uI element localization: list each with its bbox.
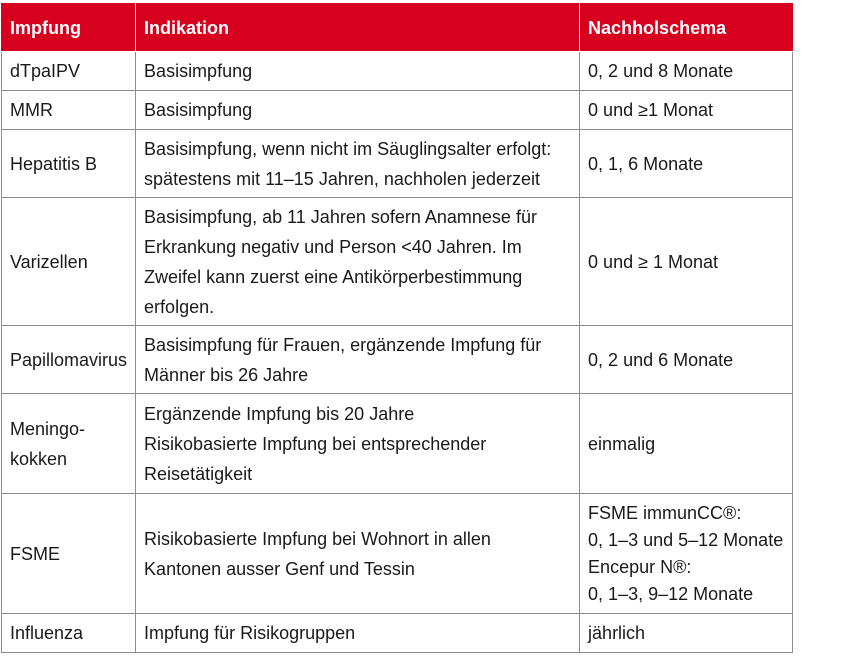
cell-impfung: Hepatitis B [2,130,136,198]
header-indikation: Indikation [136,4,580,52]
table-row [2,614,793,653]
cell-schema: einmalig [580,394,793,494]
header-impfung: Impfung [2,4,136,52]
cell-schema: 0, 1, 6 Monate [580,130,793,198]
cell-impfung: Papillomavirus [2,326,136,394]
cell-schema: FSME immunCC®: 0, 1–3 und 5–12 Monate Encepur N®: 0, 1–3, 9–12 Monate [580,494,793,614]
table-row [2,198,793,326]
cell-impfung: FSME [2,494,136,614]
cell-schema: 0 und ≥ 1 Monat [580,198,793,326]
cell-indikation: Basisimpfung [136,91,580,130]
cell-schema: 0, 2 und 8 Monate [580,52,793,91]
cell-impfung: Meningo- kokken [2,394,136,494]
table-row [2,494,793,614]
header-row [2,4,793,52]
table-row [2,394,793,494]
cell-impfung: dTpaIPV [2,52,136,91]
table-row [2,130,793,198]
cell-impfung: MMR [2,91,136,130]
cell-indikation: Basisimpfung [136,52,580,91]
table-row [2,326,793,394]
cell-impfung: Influenza [2,614,136,653]
cell-impfung: Varizellen [2,198,136,326]
table-row [2,91,793,130]
cell-indikation: Impfung für Risikogruppen [136,614,580,653]
cell-indikation: Ergänzende Impfung bis 20 Jahre Risikobasierte Impfung bei entsprechender Reisetätigkeit [136,394,580,494]
vaccination-table [1,3,793,653]
cell-schema: 0, 2 und 6 Monate [580,326,793,394]
cell-indikation: Risikobasierte Impfung bei Wohnort in allen Kantonen ausser Genf und Tessin [136,494,580,614]
header-nachholschema: Nachholschema [580,4,793,52]
cell-schema: 0 und ≥1 Monat [580,91,793,130]
cell-schema: jährlich [580,614,793,653]
cell-indikation: Basisimpfung für Frauen, ergänzende Impfung für Männer bis 26 Jahre [136,326,580,394]
table-row [2,52,793,91]
cell-indikation: Basisimpfung, wenn nicht im Säuglingsalter erfolgt: spätestens mit 11–15 Jahren, nachholen jederzeit [136,130,580,198]
cell-indikation: Basisimpfung, ab 11 Jahren sofern Anamnese für Erkrankung negativ und Person <40 Jahren. Im Zweifel kann zuerst eine Antikörperbestimmung erfolgen. [136,198,580,326]
